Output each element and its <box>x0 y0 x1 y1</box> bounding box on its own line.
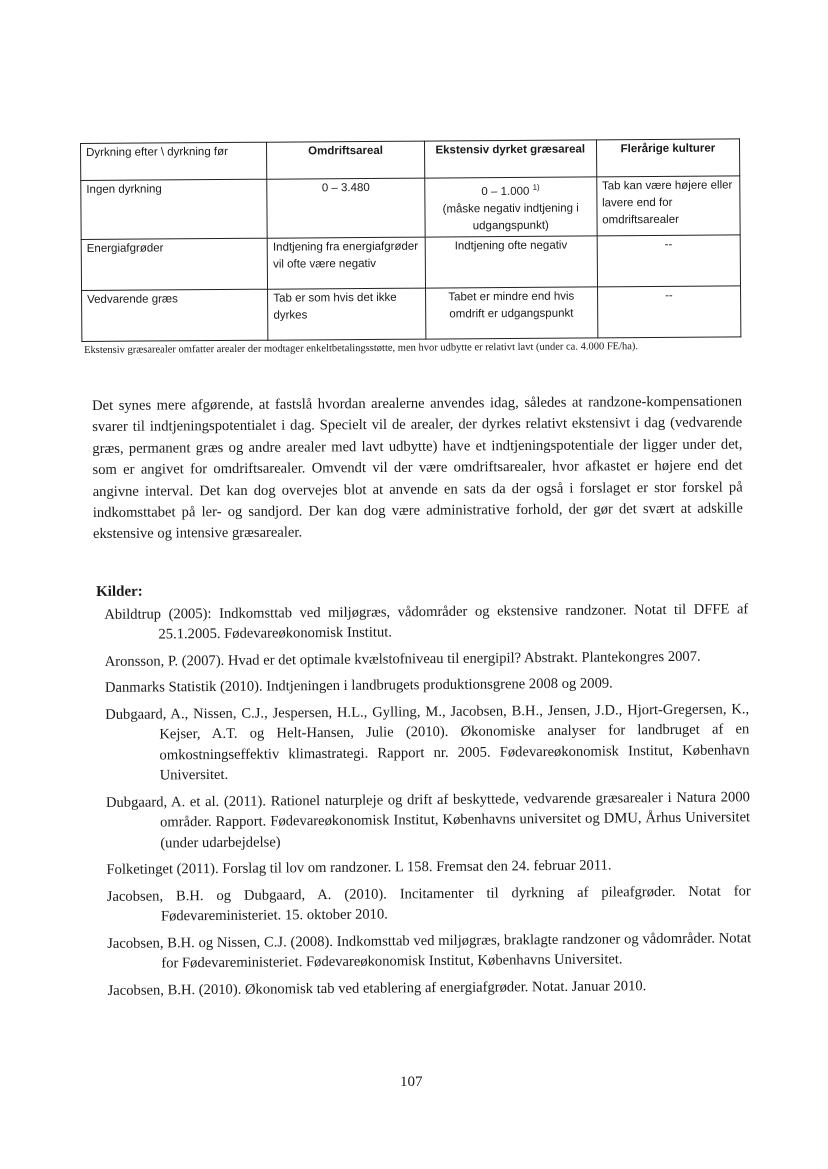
page-number: 107 <box>400 1074 423 1090</box>
references-section <box>96 576 752 1007</box>
reference-item: Dubgaard, A. et al. (2011). Rationel naturpleje og drift af beskyttede, vedvarende græsarealer i Natura 2000 områder. Rapport. Fødevareøkonomisk Institut, Københavns universitet og DMU, Århus Universitet (under udarbejdelse) <box>105 788 751 851</box>
table-cell: Tabet er mindre end hvis omdrift er udgangspunkt <box>425 287 597 339</box>
reference-item: Danmarks Statistik (2010). Indtjeningen i landbrugets produktionsgrene 2008 og 2009. <box>104 675 613 696</box>
reference-item: Jacobsen, B.H. og Nissen, C.J. (2008). Indkomsttab ved miljøgræs, braklagte randzoner og vådområder. Notat for Fødevareministeriet. Fødevareøkonomisk Institut, Københavns Universitet. <box>107 929 752 972</box>
reference-item: Dubgaard, A., Nissen, C.J., Jespersen, H.L., Gylling, M., Jacobsen, B.H., Jensen, J.D., Hjort-Gregersen, K., Kejser, A.T. og Helt-Hansen, Julie (2010). Økonomiske analyser for landbruget af en omkostningseffektiv klimastrategi. Rapport nr. 2005. Fødevareøkonomisk Institut, København Universitet. <box>105 700 750 784</box>
table-cell: -- <box>597 286 741 338</box>
table-header-row <box>81 139 740 181</box>
table-cell: Indtjening ofte negativ <box>425 236 597 288</box>
table-header-cell: Flerårige kulturer <box>596 139 740 177</box>
income-loss-table <box>80 138 741 341</box>
table-header-cell: Dyrkning efter \ dyrkning før <box>81 142 267 180</box>
table-cell: Tab er som hvis det ikke dyrkes <box>268 288 426 340</box>
cell-value: 0 – 1.000 <box>481 185 530 199</box>
table-cell <box>425 177 597 237</box>
table-cell: Tab kan være højere eller lavere end for omdriftsarealer <box>596 176 740 236</box>
row-label: Vedvarende græs <box>82 289 269 341</box>
table-header-cell: Omdriftsareal <box>267 141 425 179</box>
reference-item: Abildtrup (2005): Indkomsttab ved miljøgræs, vådområder og ekstensive randzoner. Notat til DFFE af 25.1.2005. Fødevareøkonomisk Institut. <box>104 600 749 643</box>
references-heading: Kilder: <box>96 583 143 600</box>
reference-item: Jacobsen, B.H. (2010). Økonomisk tab ved etablering af energiafgrøder. Notat. Januar 2010. <box>107 977 647 999</box>
reference-item: Jacobsen, B.H. og Dubgaard, A. (2010). Incitamenter til dyrkning af pileafgrøder. Notat for Fødevareministeriet. 15. oktober 2010. <box>106 882 751 925</box>
table-row <box>81 176 740 239</box>
table-cell: -- <box>597 235 741 287</box>
table-cell: Indtjening fra energiafgrøder vil ofte være negativ <box>267 237 425 289</box>
table-cell: 0 – 3.480 <box>267 178 425 238</box>
table-row <box>81 235 740 291</box>
table-row <box>82 286 741 342</box>
table-footnote: Ekstensiv græsarealer omfatter arealer der modtager enkeltbetalingsstøtte, men hvor udbytte er relativt lavt (under ca. 4.000 FE/ha). <box>84 341 639 356</box>
table-header-cell: Ekstensiv dyrket græsareal <box>424 140 596 178</box>
row-label: Ingen dyrkning <box>81 179 268 239</box>
reference-item: Aronsson, P. (2007). Hvad er det optimale kvælstofniveau til energipil? Abstrakt. Plantekongres 2007. <box>104 648 701 670</box>
reference-item: Folketinget (2011). Forslag til lov om randzoner. L 158. Fremsat den 24. februar 2011. <box>106 857 612 878</box>
row-label: Energiafgrøder <box>81 238 268 290</box>
footnote-marker: 1) <box>532 182 540 192</box>
cell-note: (måske negativ indtjening i udgangspunkt) <box>442 202 579 233</box>
body-paragraph: Det synes mere afgørende, at fastslå hvordan arealerne anvendes idag, således at randzone-kompensationen svarer til indtjeningspotentialet i dag. Specielt vil de arealer, der dyrkes relativt ekstensivt i dag (vedvarende græs, permanent græs og andre arealer med lavt udbytte) have et indtjeningspotentiale der ligger under det, som er angivet for omdriftsarealer. Omvendt vil der være omdriftsarealer, hvor afkastet er højere end det angivne interval. Det kan dog overvejes blot at anvende en sats da der også i forslaget er stor forskel på indkomsttabet på ler- og sandjord. Der kan dog være administrative forhold, der gør det svært at adskille ekstensive og intensive græsarealer. <box>92 393 743 543</box>
